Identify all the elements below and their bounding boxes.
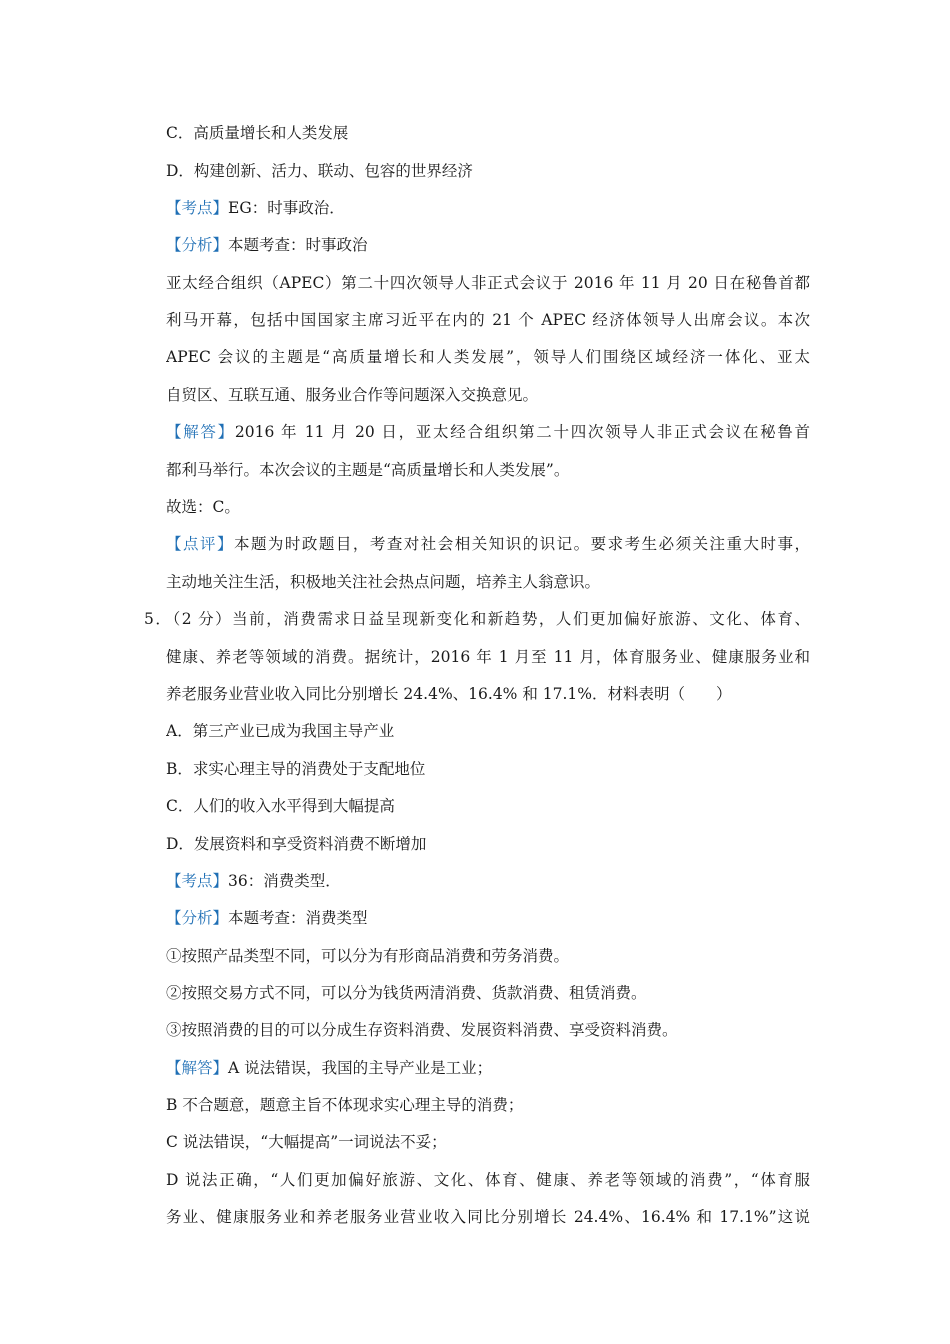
jieda-tag: 【解答】	[166, 1059, 229, 1077]
q5-jieda	[166, 1054, 810, 1082]
kaodian-tag: 【考点】	[166, 872, 229, 890]
q5-option-b: B．求实心理主导的消费处于支配地位	[166, 760, 426, 778]
fenxi-tag: 【分析】	[166, 236, 229, 254]
q5-analysis-line: ②按照交易方式不同，可以分为钱货两清消费、货款消费、租赁消费。	[166, 984, 647, 1002]
fenxi-text: 本题考查：消费类型	[228, 909, 368, 927]
q4-fenxi	[166, 231, 810, 259]
q5-stem-line: 5．（2 分）当前，消费需求日益呈现新变化和新趋势，人们更加偏好旅游、文化、体育、	[144, 610, 810, 628]
q5-option-a: A．第三产业已成为我国主导产业	[166, 722, 395, 740]
jieda-tag: 【解答】	[166, 423, 235, 441]
fenxi-tag: 【分析】	[166, 909, 229, 927]
q5-answer-line: 务业、健康服务业和养老服务业营业收入同比分别增长 24.4%、16.4% 和 17.1%”这说	[166, 1208, 810, 1226]
q5-kaodian	[166, 867, 810, 895]
q5-answer-line: C 说法错误，“大幅提高”一词说法不妥；	[166, 1133, 447, 1151]
fenxi-text: 本题考查：时事政治	[228, 236, 368, 254]
dianping-tag: 【点评】	[166, 535, 234, 553]
q4-dianping-line2: 主动地关注生活，积极地关注社会热点问题，培养主人翁意识。	[166, 573, 601, 591]
q4-option-d: D．构建创新、活力、联动、包容的世界经济	[166, 162, 473, 180]
jieda-text: 2016 年 11 月 20 日，亚太经合组织第二十四次领导人非正式会议在秘鲁首	[234, 423, 810, 441]
q4-jieda	[166, 418, 810, 446]
q5-option-c: C．人们的收入水平得到大幅提高	[166, 797, 395, 815]
q5-option-d: D．发展资料和享受资料消费不断增加	[166, 835, 427, 853]
q4-analysis-line: 自贸区、互联互通、服务业合作等问题深入交换意见。	[166, 386, 539, 404]
q4-kaodian	[166, 194, 810, 222]
kaodian-tag: 【考点】	[166, 199, 229, 217]
q5-stem-line: 养老服务业营业收入同比分别增长 24.4%、16.4% 和 17.1%．材料表明（ ）	[166, 685, 732, 703]
q4-option-c: C．高质量增长和人类发展	[166, 124, 349, 142]
kaodian-text: 36：消费类型．	[228, 872, 341, 890]
q4-analysis-line: APEC 会议的主题是“高质量增长和人类发展”，领导人们围绕区域经济一体化、亚太	[166, 348, 810, 366]
jieda-text: A 说法错误，我国的主导产业是工业；	[228, 1059, 493, 1077]
q4-analysis-line: 利马开幕，包括中国国家主席习近平在内的 21 个 APEC 经济体领导人出席会议。本次	[166, 311, 810, 329]
q5-answer-line: D 说法正确，“人们更加偏好旅游、文化、体育、健康、养老等领域的消费”，“体育服	[166, 1171, 810, 1189]
q4-jieda-line2: 都利马举行。本次会议的主题是“高质量增长和人类发展”。	[166, 461, 570, 479]
kaodian-text: EG：时事政治．	[228, 199, 345, 217]
q5-fenxi	[166, 904, 810, 932]
q5-answer-line: B 不合题意，题意主旨不体现求实心理主导的消费；	[166, 1096, 524, 1114]
q5-analysis-line: ③按照消费的目的可以分成生存资料消费、发展资料消费、享受资料消费。	[166, 1021, 678, 1039]
q4-answer: 故选：C。	[166, 498, 240, 516]
q4-dianping	[166, 530, 810, 558]
q5-analysis-line: ①按照产品类型不同，可以分为有形商品消费和劳务消费。	[166, 947, 570, 965]
dianping-text: 本题为时政题目，考查对社会相关知识的识记。要求考生必须关注重大时事，	[233, 535, 810, 553]
q5-stem-line: 健康、养老等领域的消费。据统计，2016 年 1 月至 11 月，体育服务业、健康服务业和	[166, 648, 810, 666]
q4-analysis-line: 亚太经合组织（APEC）第二十四次领导人非正式会议于 2016 年 11 月 20 日在秘鲁首都	[166, 274, 810, 292]
